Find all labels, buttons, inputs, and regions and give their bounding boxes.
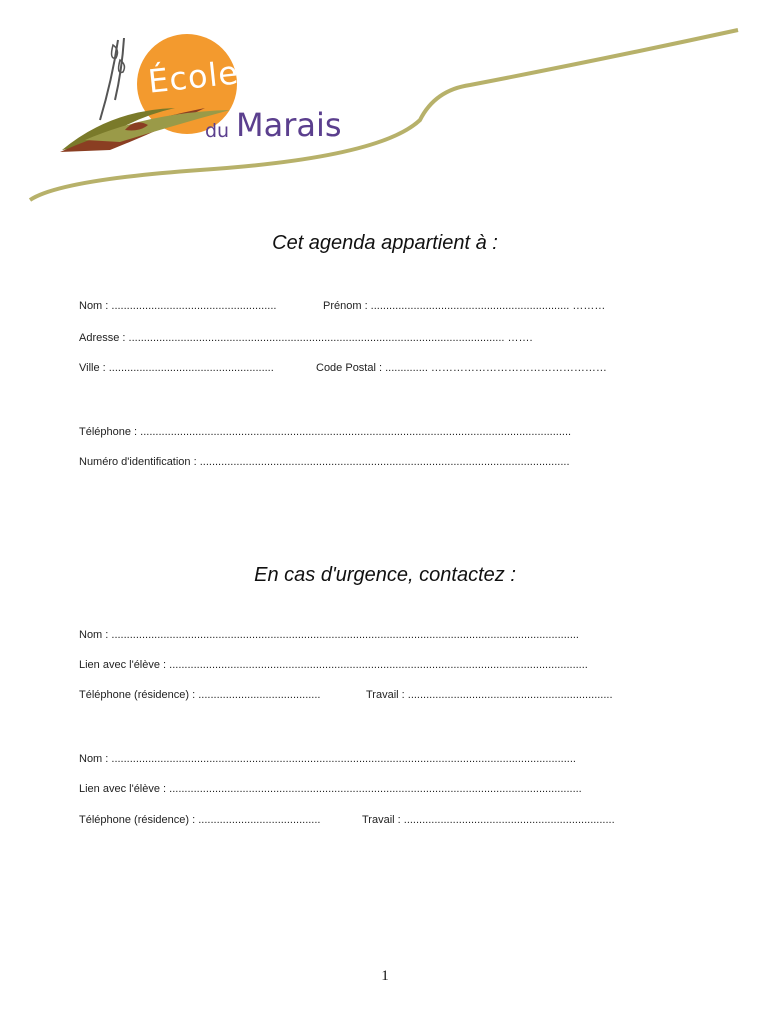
contact1-travail-field[interactable]: Travail : ................................................................... [366,689,613,701]
contact2-telephone-field[interactable]: Téléphone (résidence) : ........................................ [79,814,321,826]
school-logo [0,0,770,215]
owner-prenom-field[interactable]: Prénom : ................................................................. ……… [323,300,606,312]
contact2-travail-field[interactable]: Travail : ..................................................................... [362,814,615,826]
logo-ecole: École [146,53,241,101]
owner-id-field[interactable]: Numéro d'identification : ......................................................................................................................... [79,456,570,468]
page-number: 1 [381,968,389,984]
contact2-lien-field[interactable]: Lien avec l'élève : ....................................................................................................................................... [79,783,582,795]
logo-graphic [0,0,770,215]
owner-telephone-field[interactable]: Téléphone : ............................................................................................................................................. [79,426,572,438]
emergency-heading: En cas d'urgence, contactez : [254,564,516,586]
owner-code-postal-field[interactable]: Code Postal : .............. ………………………………………… [316,362,607,374]
contact1-telephone-field[interactable]: Téléphone (résidence) : ........................................ [79,689,321,701]
owner-nom-field[interactable]: Nom : ...................................................... [79,300,277,312]
owner-heading: Cet agenda appartient à : [272,232,498,254]
contact1-nom-field[interactable]: Nom : ......................................................................................................................................................... [79,629,579,641]
contact1-lien-field[interactable]: Lien avec l'élève : ......................................................................................................................................... [79,659,588,671]
owner-adresse-field[interactable]: Adresse : ........................................................................................................................... ……. [79,332,533,344]
logo-marais: Marais [236,106,342,144]
owner-ville-field[interactable]: Ville : ...................................................... [79,362,274,374]
contact2-nom-field[interactable]: Nom : ........................................................................................................................................................ [79,753,576,765]
logo-du: du [205,120,230,142]
